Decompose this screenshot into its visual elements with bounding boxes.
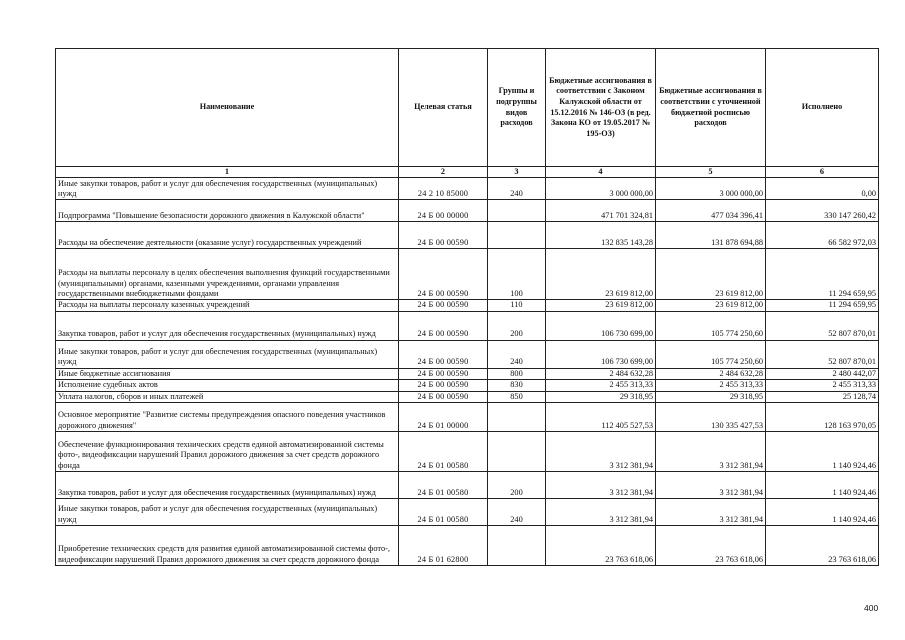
- row-law-amount: 23 619 812,00: [546, 249, 656, 300]
- row-target-article: 24 Б 00 00590: [399, 249, 488, 300]
- row-name: Исполнение судебных актов: [56, 380, 399, 391]
- row-executed-amount: 1 140 924,46: [766, 472, 879, 499]
- row-expense-group: 200: [488, 472, 546, 499]
- row-name: Иные закупки товаров, работ и услуг для обеспечения государственных (муниципальных) нужд: [56, 340, 399, 368]
- header-name: Наименование: [56, 49, 399, 167]
- row-refined-amount: 105 774 250,60: [656, 311, 766, 340]
- row-law-amount: 106 730 699,00: [546, 340, 656, 368]
- table-row: [56, 222, 879, 249]
- row-expense-group: [488, 403, 546, 432]
- row-law-amount: 2 455 313,33: [546, 380, 656, 391]
- row-refined-amount: 2 455 313,33: [656, 380, 766, 391]
- row-target-article: 24 Б 01 62800: [399, 526, 488, 566]
- table-row: [56, 499, 879, 526]
- row-refined-amount: 131 878 694,88: [656, 222, 766, 249]
- row-target-article: 24 2 10 85000: [399, 178, 488, 200]
- row-refined-amount: 3 000 000,00: [656, 178, 766, 200]
- row-name: Иные закупки товаров, работ и услуг для обеспечения государственных (муниципальных) нужд: [56, 178, 399, 200]
- row-executed-amount: 11 294 659,95: [766, 249, 879, 300]
- row-expense-group: 240: [488, 178, 546, 200]
- row-law-amount: 3 312 381,94: [546, 499, 656, 526]
- table-row: [56, 432, 879, 472]
- budget-table: [55, 48, 879, 566]
- row-name: Закупка товаров, работ и услуг для обеспечения государственных (муниципальных) нужд: [56, 311, 399, 340]
- row-expense-group: 200: [488, 311, 546, 340]
- column-number: 5: [656, 167, 766, 178]
- row-law-amount: 471 701 324,81: [546, 200, 656, 222]
- row-expense-group: [488, 222, 546, 249]
- row-target-article: 24 Б 00 00590: [399, 368, 488, 379]
- table-row: [56, 526, 879, 566]
- column-number: 6: [766, 167, 879, 178]
- row-target-article: 24 Б 00 00000: [399, 200, 488, 222]
- row-target-article: 24 Б 00 00590: [399, 222, 488, 249]
- row-target-article: 24 Б 01 00580: [399, 472, 488, 499]
- table-row: [56, 249, 879, 300]
- row-executed-amount: 11 294 659,95: [766, 300, 879, 311]
- row-refined-amount: 130 335 427,53: [656, 403, 766, 432]
- row-expense-group: 100: [488, 249, 546, 300]
- row-name: Закупка товаров, работ и услуг для обеспечения государственных (муниципальных) нужд: [56, 472, 399, 499]
- row-target-article: 24 Б 00 00590: [399, 391, 488, 402]
- row-target-article: 24 Б 01 00580: [399, 432, 488, 472]
- row-target-article: 24 Б 00 00590: [399, 311, 488, 340]
- row-name: Обеспечение функционирования технических средств единой автоматизированной системы фото-, видеофиксации нарушений Правил дорожного движения за счет средств дорожного фонда: [56, 432, 399, 472]
- row-expense-group: [488, 200, 546, 222]
- row-name: Расходы на выплаты персоналу казенных учреждений: [56, 300, 399, 311]
- row-executed-amount: 1 140 924,46: [766, 432, 879, 472]
- row-executed-amount: 25 128,74: [766, 391, 879, 402]
- row-law-amount: 3 312 381,94: [546, 432, 656, 472]
- header-law-allocations: Бюджетные ассигнования в соответствии с Законом Калужской области от 15.12.2016 № 146-ОЗ (в ред. Закона КО от 19.05.2017 № 195-ОЗ): [546, 49, 656, 167]
- row-law-amount: 3 312 381,94: [546, 472, 656, 499]
- row-name: Иные закупки товаров, работ и услуг для обеспечения государственных (муниципальных) нужд: [56, 499, 399, 526]
- row-law-amount: 23 619 812,00: [546, 300, 656, 311]
- header-row: [56, 49, 879, 167]
- row-executed-amount: 330 147 260,42: [766, 200, 879, 222]
- header-refined-allocations: Бюджетные ассигнования в соответствии с уточненной бюджетной росписью расходов: [656, 49, 766, 167]
- row-name: Уплата налогов, сборов и иных платежей: [56, 391, 399, 402]
- row-name: Подпрограмма "Повышение безопасности дорожного движения в Калужской области": [56, 200, 399, 222]
- column-number: 4: [546, 167, 656, 178]
- row-expense-group: [488, 526, 546, 566]
- table-row: [56, 380, 879, 391]
- row-law-amount: 106 730 699,00: [546, 311, 656, 340]
- row-refined-amount: 477 034 396,41: [656, 200, 766, 222]
- row-executed-amount: 23 763 618,06: [766, 526, 879, 566]
- row-law-amount: 2 484 632,28: [546, 368, 656, 379]
- table-row: [56, 311, 879, 340]
- row-refined-amount: 3 312 381,94: [656, 472, 766, 499]
- row-refined-amount: 3 312 381,94: [656, 499, 766, 526]
- column-number-row: [56, 167, 879, 178]
- row-name: Приобретение технических средств для развития единой автоматизированной системы фото-, видеофиксации нарушений Правил дорожного движения за счет средств дорожного фонда: [56, 526, 399, 566]
- row-expense-group: [488, 432, 546, 472]
- row-refined-amount: 105 774 250,60: [656, 340, 766, 368]
- row-expense-group: 240: [488, 340, 546, 368]
- row-law-amount: 132 835 143,28: [546, 222, 656, 249]
- row-target-article: 24 Б 00 00590: [399, 300, 488, 311]
- row-name: Расходы на обеспечение деятельности (оказание услуг) государственных учреждений: [56, 222, 399, 249]
- row-name: Основное мероприятие "Развитие системы предупреждения опасного поведения участников дорожного движения": [56, 403, 399, 432]
- row-name: Расходы на выплаты персоналу в целях обеспечения выполнения функций государственными (муниципальными) органами, казенными учреждениями, органами управления государственными внебюджетными фондами: [56, 249, 399, 300]
- table-row: [56, 391, 879, 402]
- column-number: 1: [56, 167, 399, 178]
- row-refined-amount: 23 763 618,06: [656, 526, 766, 566]
- row-refined-amount: 23 619 812,00: [656, 249, 766, 300]
- column-number: 2: [399, 167, 488, 178]
- row-refined-amount: 29 318,95: [656, 391, 766, 402]
- page-number: 400: [864, 603, 879, 613]
- table-row: [56, 300, 879, 311]
- table-row: [56, 340, 879, 368]
- row-expense-group: 110: [488, 300, 546, 311]
- row-expense-group: 850: [488, 391, 546, 402]
- header-executed: Исполнено: [766, 49, 879, 167]
- row-refined-amount: 2 484 632,28: [656, 368, 766, 379]
- table-row: [56, 403, 879, 432]
- row-expense-group: 830: [488, 380, 546, 391]
- row-target-article: 24 Б 00 00590: [399, 340, 488, 368]
- table-row: [56, 368, 879, 379]
- header-expense-groups: Группы и подгруппы видов расходов: [488, 49, 546, 167]
- row-executed-amount: 66 582 972,03: [766, 222, 879, 249]
- row-executed-amount: 52 807 870,01: [766, 340, 879, 368]
- row-refined-amount: 3 312 381,94: [656, 432, 766, 472]
- row-executed-amount: 0,00: [766, 178, 879, 200]
- table-row: [56, 472, 879, 499]
- row-target-article: 24 Б 00 00590: [399, 380, 488, 391]
- row-law-amount: 29 318,95: [546, 391, 656, 402]
- row-executed-amount: 2 480 442,07: [766, 368, 879, 379]
- table-row: [56, 178, 879, 200]
- row-expense-group: 240: [488, 499, 546, 526]
- row-name: Иные бюджетные ассигнования: [56, 368, 399, 379]
- row-target-article: 24 Б 01 00000: [399, 403, 488, 432]
- header-target-article: Целевая статья: [399, 49, 488, 167]
- column-number: 3: [488, 167, 546, 178]
- row-refined-amount: 23 619 812,00: [656, 300, 766, 311]
- row-law-amount: 23 763 618,06: [546, 526, 656, 566]
- row-executed-amount: 128 163 970,05: [766, 403, 879, 432]
- row-executed-amount: 1 140 924,46: [766, 499, 879, 526]
- row-law-amount: 112 405 527,53: [546, 403, 656, 432]
- row-executed-amount: 52 807 870,01: [766, 311, 879, 340]
- row-executed-amount: 2 455 313,33: [766, 380, 879, 391]
- table-row: [56, 200, 879, 222]
- row-target-article: 24 Б 01 00580: [399, 499, 488, 526]
- row-expense-group: 800: [488, 368, 546, 379]
- row-law-amount: 3 000 000,00: [546, 178, 656, 200]
